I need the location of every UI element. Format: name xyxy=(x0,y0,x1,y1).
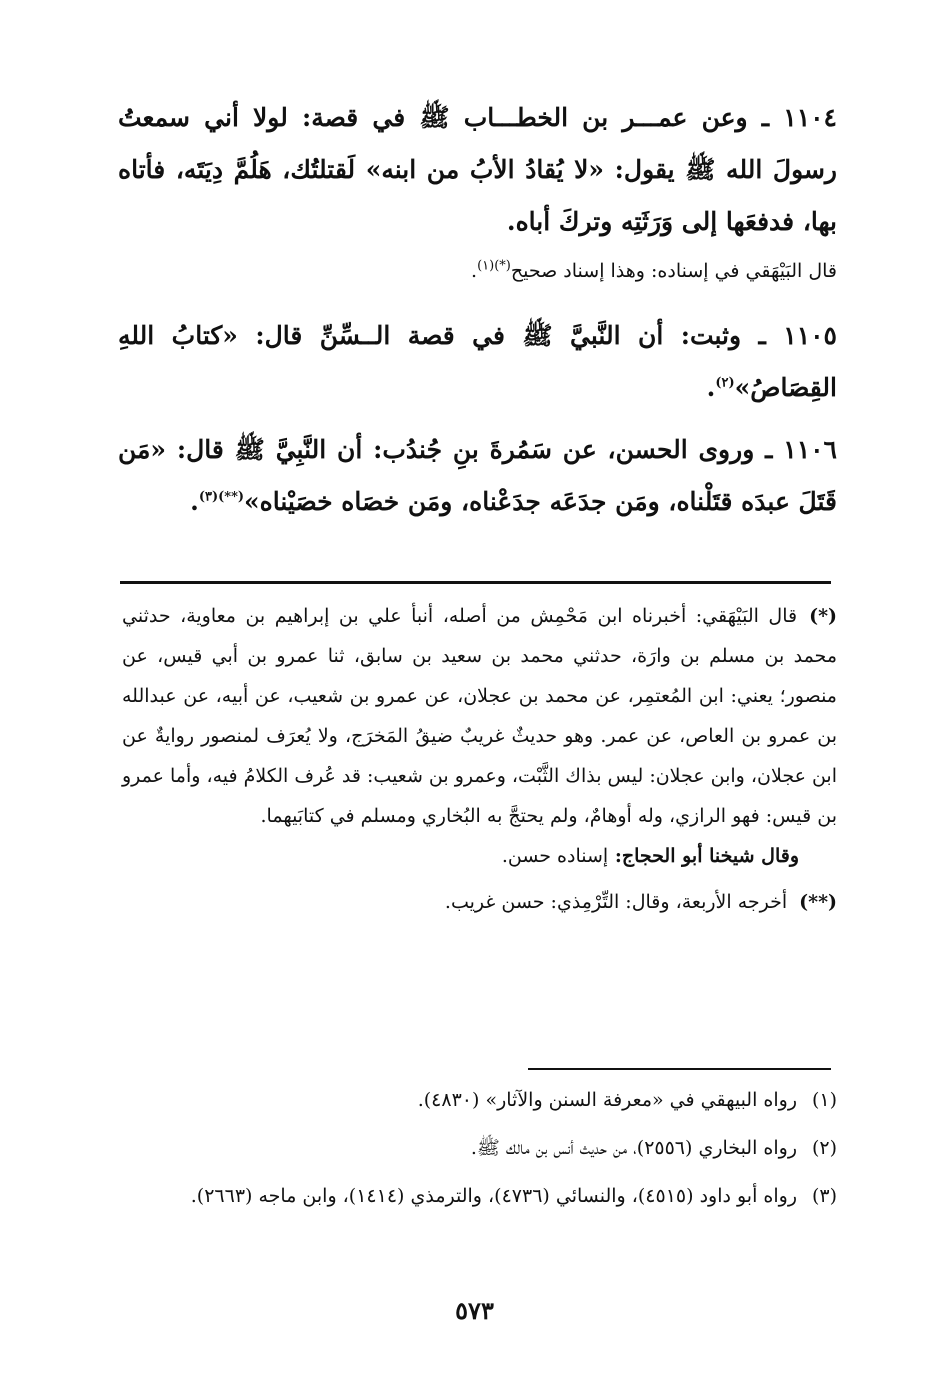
hadith-text: ـ وروى الحسن، عن سَمُرةَ بنِ جُندُب: أن النَّبِيَّ ﷺ قال: «مَن قَتَلَ عبدَه قتَلْناه، ومَن جدَعَه جدَعْناه، ومَن خصَاه خصَيْناه» xyxy=(118,435,837,516)
comment-mark: (*) xyxy=(809,605,837,627)
comment-subnote xyxy=(122,836,837,876)
main-text-divider xyxy=(120,581,831,584)
hadith-end: . xyxy=(190,487,199,516)
hadith-1104 xyxy=(118,92,837,248)
comment-mark: (**) xyxy=(799,891,837,913)
bayhaqi-note xyxy=(118,254,837,288)
footnote-3 xyxy=(118,1176,837,1216)
footnote-reference: (٢) xyxy=(715,375,735,391)
hadith-1105 xyxy=(118,310,837,414)
comment-subnote-bold: وقال شيخنا أبو الحجاج: xyxy=(614,845,799,867)
footnote-text: رواه البخاري (٢٥٥٦)، من حديث أنس بن مالك ﷺ. xyxy=(470,1137,797,1159)
footnote-number: (٢) xyxy=(811,1137,837,1159)
comment-text: أخرجه الأربعة، وقال: التِّرْمِذي: حسن غريب. xyxy=(444,891,788,913)
footnote-number: (١) xyxy=(811,1089,837,1111)
comment-subnote-text: إسناده حسن. xyxy=(501,845,609,867)
hadith-number: ١١٠٥ xyxy=(783,321,837,350)
footnote-text: رواه البيهقي في «معرفة السنن والآثار» (٤٨٣٠). xyxy=(417,1089,797,1111)
footnote-reference: (**)(٣) xyxy=(198,489,245,505)
hadith-1106 xyxy=(118,424,837,528)
hadith-number: ١١٠٦ xyxy=(783,435,837,464)
footnote-text: رواه أبو داود (٤٥١٥)، والنسائي (٤٧٣٦)، والترمذي (١٤١٤)، وابن ماجه (٢٦٦٣). xyxy=(190,1185,797,1207)
footnote-divider xyxy=(528,1068,831,1070)
page-number: ٥٧٣ xyxy=(455,1296,494,1325)
footnotes xyxy=(118,1080,837,1224)
note-end: . xyxy=(471,260,478,282)
hadith-text: ـ وعن عمـــر بن الخطـــاب ﷺ في قصة: لولا أني سمعتُ رسولَ الله ﷺ يقول: «لا يُقادُ الأبُ من ابنه» لَقتلتُك، هَلُمَّ دِيَتَه، فأتاه بها، فدفعَها إلى وَرَثَتِه وتركَ أباه. xyxy=(118,103,837,236)
footnote-number: (٣) xyxy=(811,1185,837,1207)
hadith-number: ١١٠٤ xyxy=(783,103,837,132)
note-text: قال البَيْهَقي في إسناده: وهذا إسناد صحيح xyxy=(510,260,837,282)
comment-double-star xyxy=(122,882,837,922)
editor-comments xyxy=(122,596,837,922)
hadith-end: . xyxy=(706,373,716,402)
footnote-1 xyxy=(118,1080,837,1120)
footnote-2 xyxy=(118,1128,837,1168)
note-reference: (*)(١) xyxy=(477,258,511,274)
main-text xyxy=(118,92,837,538)
comment-text: قال البَيْهَقي: أخبرناه ابن مَحْمِش من أصله، أنبأ علي بن إبراهيم بن معاوية، حدثني محمد بن مسلم بن وارَة، حدثني محمد بن سعيد بن سابق، ثنا عمرو بن أبي قيس، عن منصور؛ يعني: ابن المُعتمِر، عن محمد بن عجلان، عن عمرو بن شعيب، عن أبيه، عن عبدالله بن عمرو بن العاص، عن عمر. وهو حديثٌ غريبٌ ضيقُ المَخرَج، ولا يُعرَف لمنصور روايةٌ عن ابن عجلان، وابن عجلان: ليس بذاك الثَّبْت، وعمرو بن شعيب: قد عُرف الكلامُ فيه، وأما عمرو بن قيس: فهو الرازي، وله أوهامٌ، ولم يحتجَّ به البُخاري ومسلم في كتابَيهما. xyxy=(122,605,837,827)
hadith-text: ـ وثبت: أن النَّبيَّ ﷺ في قصة الــسِّنِّ قال: «كتابُ اللهِ القِصَاصُ» xyxy=(118,321,837,402)
comment-single-star xyxy=(122,596,837,836)
